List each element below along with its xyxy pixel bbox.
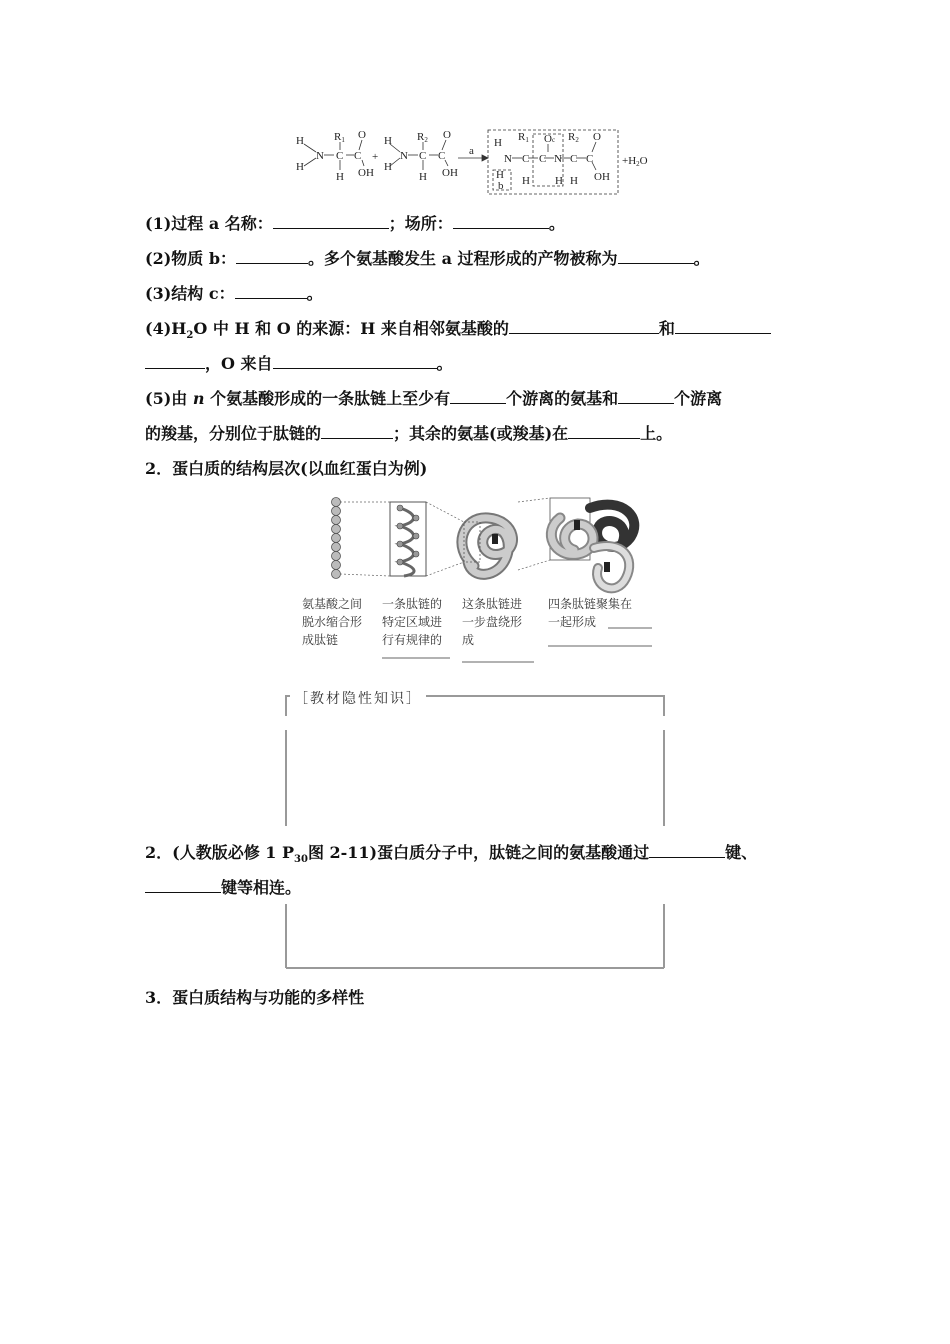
section-2-title: 2．蛋白质的结构层次(以血红蛋白为例) xyxy=(145,459,428,478)
r1-label: R1 xyxy=(334,131,345,144)
answer-blank[interactable] xyxy=(509,319,659,334)
q5-g: 上。 xyxy=(640,424,673,443)
n-atom: N xyxy=(316,150,324,162)
answer-blank[interactable] xyxy=(273,354,437,369)
amino-acid-chain xyxy=(332,498,341,579)
h-atom: H xyxy=(384,161,392,173)
q5-f: ；其余的氨基(或羧基)在 xyxy=(393,424,569,443)
caption-2-line-3: 行有规律的 xyxy=(382,633,443,647)
answer-blank[interactable] xyxy=(450,389,506,404)
hidden-q-c: 键、 xyxy=(725,843,758,862)
o-atom: O xyxy=(358,129,366,141)
h-atom: H xyxy=(494,137,502,149)
q4-sub: 2 xyxy=(186,330,194,342)
q4-h: (4)H xyxy=(145,319,187,338)
c-atom: C xyxy=(438,150,446,162)
h-atom: H xyxy=(336,171,344,183)
r1-label: R1 xyxy=(518,131,529,144)
answer-blank[interactable] xyxy=(453,214,549,229)
caption-1-line-1: 氨基酸之间 xyxy=(302,597,363,611)
caption-1-line-3: 成肽链 xyxy=(302,633,339,647)
caption-3-line-2: 一步盘绕形 xyxy=(462,615,523,629)
h-atom: H xyxy=(296,135,304,147)
q5-d: 个游离 xyxy=(674,389,723,408)
q4-and: 和 xyxy=(658,319,675,338)
question-5 xyxy=(145,386,722,409)
question-2 xyxy=(145,246,710,269)
h-atom: H xyxy=(296,161,304,173)
caption-2-line-1: 一条肽链的 xyxy=(382,597,443,611)
n-atom: N xyxy=(504,153,512,165)
q3-end: 。 xyxy=(306,284,323,303)
hidden-q-b: 图 2-11)蛋白质分子中，肽链之间的氨基酸通过 xyxy=(307,843,650,862)
hidden-q-sub: 30 xyxy=(294,854,308,866)
c-atom: C xyxy=(419,150,427,162)
answer-blank[interactable] xyxy=(618,389,674,404)
q2-mid: 。多个氨基酸发生 a 过程形成的产物被称为 xyxy=(308,249,618,268)
arrow-label-a: a xyxy=(469,145,474,157)
c-atom: C xyxy=(570,153,578,165)
peptide-bond-diagram xyxy=(290,122,670,197)
frame-title: ［教材隐性知识］ xyxy=(290,688,426,708)
c-atom: C xyxy=(539,153,547,165)
h-atom: H xyxy=(555,175,563,187)
q1-mid: ；场所： xyxy=(388,214,453,233)
n-atom: N xyxy=(554,153,562,165)
n-atom: N xyxy=(400,150,408,162)
o-atom: O xyxy=(544,133,552,145)
caption-4-line-1: 四条肽链聚集在 xyxy=(548,597,633,611)
b-label: b xyxy=(498,180,504,192)
caption-3-line-1: 这条肽链进 xyxy=(462,597,523,611)
q3-prefix: (3)结构 c： xyxy=(145,284,235,303)
h-atom: H xyxy=(522,175,530,187)
c-atom: C xyxy=(354,150,362,162)
answer-blank[interactable] xyxy=(675,319,771,334)
question-3 xyxy=(145,281,323,304)
h-atom: H xyxy=(419,171,427,183)
o-atom: O xyxy=(443,129,451,141)
protein-structure-diagram xyxy=(292,488,662,668)
oh-group: OH xyxy=(442,167,458,179)
q4-o-from: ，O 来自 xyxy=(205,354,273,373)
caption-3-line-3: 成 xyxy=(462,633,475,647)
c-label: c xyxy=(552,136,556,144)
c-atom: C xyxy=(522,153,530,165)
q2-prefix: (2)物质 b： xyxy=(145,249,237,268)
caption-4-line-2: 一起形成 xyxy=(548,615,597,629)
h-atom: H xyxy=(570,175,578,187)
hidden-q-a: 2．(人教版必修 1 P xyxy=(145,843,295,862)
answer-blank[interactable] xyxy=(568,424,640,439)
oh-group: OH xyxy=(358,167,374,179)
q4-end: 。 xyxy=(436,354,453,373)
hidden-q-d: 键等相连。 xyxy=(221,878,302,897)
q5-e: 的羧基，分别位于肽链的 xyxy=(145,424,322,443)
hidden-question xyxy=(145,840,757,865)
answer-blank[interactable] xyxy=(145,354,205,369)
question-4 xyxy=(145,316,771,341)
q5-b: 个氨基酸形成的一条肽链上至少有 xyxy=(204,389,451,408)
answer-blank[interactable] xyxy=(273,214,389,229)
q2-end: 。 xyxy=(693,249,710,268)
oh-group: OH xyxy=(594,171,610,183)
water-label: +H2O xyxy=(622,155,648,168)
c-atom: C xyxy=(586,153,594,165)
answer-blank[interactable] xyxy=(321,424,393,439)
plus-sign: + xyxy=(372,151,379,163)
caption-2-line-2: 特定区域进 xyxy=(382,615,443,629)
r2-label: R2 xyxy=(417,131,428,144)
q5-a: (5)由 xyxy=(145,389,193,408)
answer-blank[interactable] xyxy=(649,843,725,858)
question-4-cont xyxy=(145,351,453,374)
caption-1-line-2: 脱水缩合形 xyxy=(302,615,363,629)
hidden-knowledge-frame xyxy=(284,694,666,970)
section-3-title: 3．蛋白质结构与功能的多样性 xyxy=(145,988,365,1007)
h-atom: H xyxy=(496,169,504,181)
question-1 xyxy=(145,211,565,234)
r2-label: R2 xyxy=(568,131,579,144)
question-5-cont xyxy=(145,421,672,444)
q1-end: 。 xyxy=(548,214,565,233)
c-atom: C xyxy=(336,150,344,162)
h-atom: H xyxy=(384,135,392,147)
answer-blank[interactable] xyxy=(145,878,221,893)
answer-blank[interactable] xyxy=(235,284,307,299)
q5-c: 个游离的氨基和 xyxy=(506,389,619,408)
q5-n: n xyxy=(192,389,205,408)
o-atom: O xyxy=(593,131,601,143)
answer-blank[interactable] xyxy=(618,249,694,264)
answer-blank[interactable] xyxy=(236,249,308,264)
q1-prefix: (1)过程 a 名称： xyxy=(145,214,273,233)
q4-rest: O 中 H 和 O 的来源：H 来自相邻氨基酸的 xyxy=(193,319,509,338)
hidden-question-cont xyxy=(145,875,301,898)
